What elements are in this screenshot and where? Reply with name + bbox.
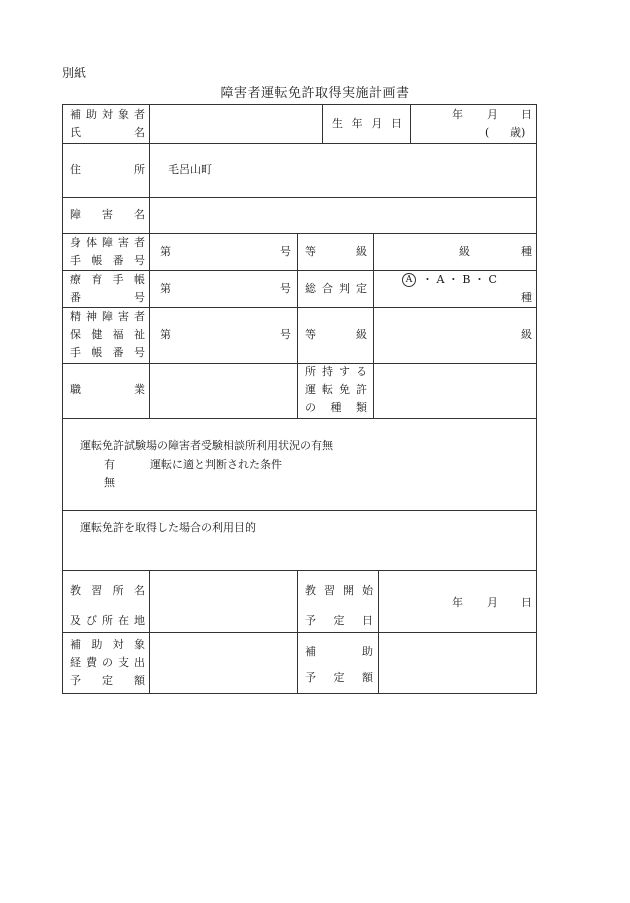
birth-day-unit: 日: [521, 108, 532, 121]
physical-number-suffix: 号: [280, 245, 291, 258]
mental-grade-unit: 級: [521, 328, 532, 341]
mental-handbook-label: 精 神 障 害 者 保 健 福 祉 手 帳 番 号: [70, 310, 145, 359]
attachment-label: 別紙: [62, 66, 87, 80]
mental-number-prefix: 第: [160, 328, 171, 341]
birth-year-unit: 年: [452, 108, 463, 121]
consultation-question: 運転免許試験場の障害者受験相談所利用状況の有無: [80, 439, 333, 452]
subsidy-expense-label: 補 助 対 象 経 費 の 支 出 予 定 額: [70, 638, 145, 687]
license-type-label: 所 持 す る 運 転 免 許 の 種 類: [305, 365, 367, 414]
consultation-conditions-label: 運転に適と判断された条件: [150, 458, 282, 471]
mental-grade-label: 等 級: [305, 328, 367, 341]
rehab-grade-selected: A: [402, 273, 416, 287]
school-start-label: 教 習 開 始 予 定 日: [305, 584, 373, 627]
purpose-label: 運転免許を取得した場合の利用目的: [80, 521, 256, 534]
mental-number-suffix: 号: [280, 328, 291, 341]
occupation-label: 職 業: [70, 383, 145, 396]
start-month-unit: 月: [487, 596, 498, 609]
age-open: (: [485, 126, 490, 139]
driving-school-label: 教 習 所 名 及 び 所 在 地: [70, 584, 145, 627]
birthdate-label: 生 年 月 日: [332, 117, 402, 130]
address-value: 毛呂山町: [168, 163, 212, 176]
rehab-number-suffix: 号: [280, 282, 291, 295]
name-label: 氏 名: [70, 126, 145, 139]
birth-month-unit: 月: [487, 108, 498, 121]
start-year-unit: 年: [452, 596, 463, 609]
rehab-grade-options: A ・ A ・ B ・ C: [402, 271, 497, 289]
subsidy-target-label: 補 助 対 象 者 氏 名: [70, 106, 145, 142]
consultation-option-yes: 有: [104, 458, 115, 471]
rehab-class-unit: 種: [521, 291, 532, 304]
physical-grade-label: 等 級: [305, 245, 367, 258]
subsidy-amount-label: 補 助 予 定 額: [305, 645, 373, 684]
age-unit: 歳): [510, 126, 526, 139]
physical-class-unit: 種: [521, 245, 532, 258]
document-title: 障害者運転免許取得実施計画書: [220, 86, 410, 101]
overall-judgment-label: 総 合 判 定: [305, 282, 367, 295]
disability-name-label: 障 害 名: [70, 208, 145, 221]
physical-number-prefix: 第: [160, 245, 171, 258]
rehab-number-prefix: 第: [160, 282, 171, 295]
physical-handbook-label: 身 体 障 害 者 手 帳 番 号: [70, 236, 145, 267]
physical-grade-unit: 級: [459, 245, 470, 258]
start-day-unit: 日: [521, 596, 532, 609]
address-label: 住 所: [70, 163, 145, 176]
rehab-handbook-label: 療 育 手 帳 番 号: [70, 273, 145, 304]
consultation-option-no: 無: [104, 476, 115, 489]
